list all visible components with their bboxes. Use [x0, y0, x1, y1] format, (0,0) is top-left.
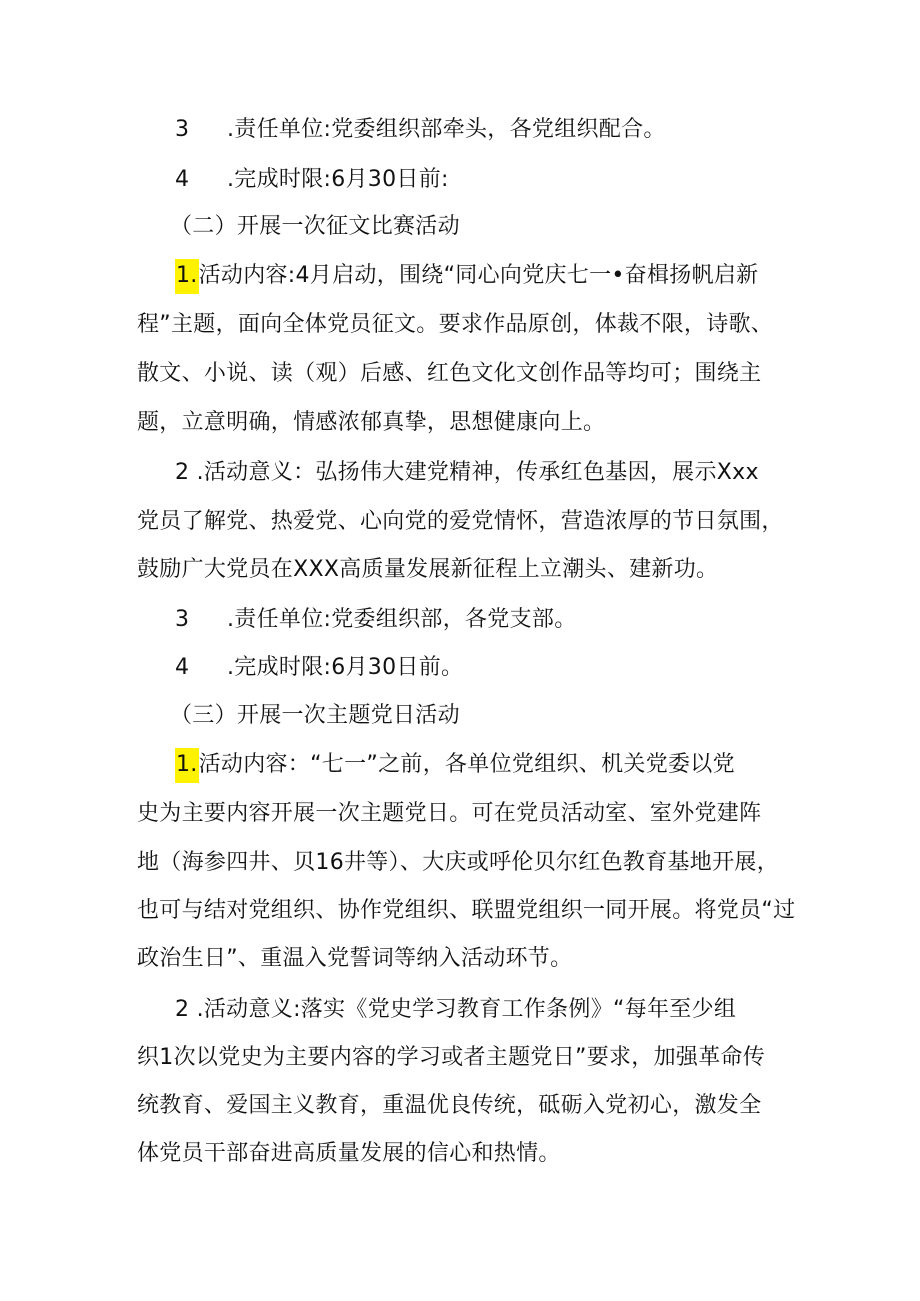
line-text: 地（海参四井、贝16井等）、大庆或呼伦贝尔红色教育基地开展， [137, 850, 779, 875]
highlighted-number: 1. [175, 748, 199, 783]
line-text: 程”主题，面向全体党员征文。要求作品原创，体裁不限，诗歌、 [137, 312, 774, 337]
paragraph-line [137, 1043, 765, 1073]
line-text: .责任单位:党委组织部牵头，各党组织配合。 [227, 117, 666, 142]
line-text: 统教育、爱国主义教育，重温优良传统，砥砺入党初心，激发全 [137, 1093, 762, 1118]
section-heading [170, 701, 460, 731]
line-text: 2 .活动意义：弘扬伟大建党精神，传承红色基因，展示Xxx [175, 460, 759, 485]
line-text: .完成时限:6月30日前: [227, 167, 449, 192]
line-text: .责任单位:党委组织部，各党支部。 [227, 607, 577, 632]
line-text: 史为主要内容开展一次主题党日。可在党员活动室、室外党建阵 [137, 801, 762, 826]
highlighted-number: 1. [175, 259, 199, 294]
paragraph-line [137, 359, 761, 389]
line-text: 也可与结对党组织、协作党组织、联盟党组织一同开展。将党员“过 [137, 898, 796, 923]
paragraph-line [137, 1091, 761, 1121]
paragraph-line [175, 995, 736, 1025]
paragraph-line [137, 408, 605, 438]
paragraph-line [137, 896, 795, 926]
line-text: 体党员干部奋进高质量发展的信心和热情。 [137, 1141, 561, 1166]
line-text: 党员了解党、热爱党、心向党的爱党情怀，营造浓厚的节日氛围， [137, 509, 784, 534]
paragraph-line [175, 165, 449, 195]
line-text: 2 .活动意义:落实《党史学习教育工作条例》“每年至少组 [175, 997, 737, 1022]
line-text: .完成时限:6月30日前。 [227, 655, 464, 680]
paragraph-line [137, 944, 572, 974]
line-text: 活动内容：“七一”之前，各单位党组织、机关党委以党 [198, 752, 735, 777]
line-text: 政治生日”、重温入党誓词等纳入活动环节。 [137, 946, 573, 971]
paragraph-line [175, 261, 758, 291]
paragraph-line [175, 605, 577, 635]
line-text: 散文、小说、读（观）后感、红色文化文创作品等均可；围绕主 [137, 361, 762, 386]
line-text: 活动内容:4月启动，围绕“同心向党庆七一•奋楫扬帆启新 [198, 263, 759, 288]
paragraph-line [175, 458, 759, 488]
list-number: 4 [175, 655, 190, 680]
list-number: 3 [175, 607, 190, 632]
list-number: 3 [175, 117, 190, 142]
paragraph-line [175, 653, 463, 683]
heading-text: （三）开展一次主题党日活动 [170, 703, 460, 728]
paragraph-line [137, 1139, 561, 1169]
heading-text: （二）开展一次征文比赛活动 [170, 214, 460, 239]
line-text: 鼓励广大党员在XXX高质量发展新征程上立潮头、建新功。 [137, 557, 719, 582]
paragraph-line [137, 310, 773, 340]
paragraph-line [137, 507, 784, 537]
line-text: 题，立意明确，情感浓郁真挚，思想健康向上。 [137, 410, 606, 435]
section-heading [170, 212, 460, 242]
line-text: 织1次以党史为主要内容的学习或者主题党日”要求，加强革命传 [137, 1045, 766, 1070]
paragraph-line [175, 115, 666, 145]
paragraph-line [137, 555, 718, 585]
paragraph-line [137, 799, 761, 829]
paragraph-line [137, 848, 779, 878]
list-number: 4 [175, 167, 190, 192]
paragraph-line [175, 750, 735, 780]
